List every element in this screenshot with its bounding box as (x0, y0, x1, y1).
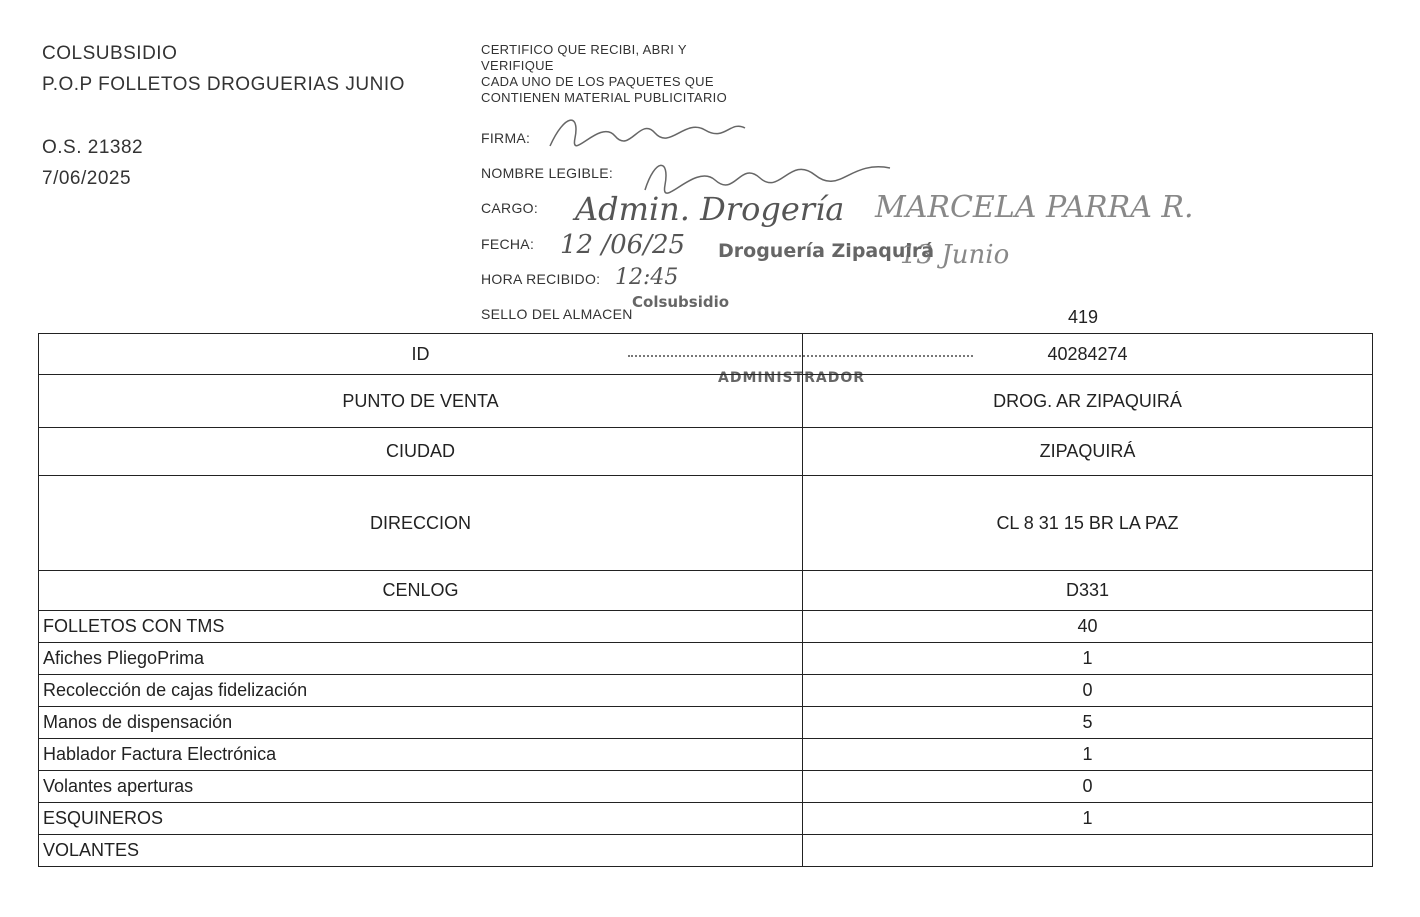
document-header (42, 38, 405, 194)
item-quantity: 1 (803, 643, 1373, 675)
handwritten-note-date: 13 Junio (900, 240, 1010, 270)
handwritten-fecha: 12 /06/25 (560, 230, 686, 260)
fecha-label: FECHA: (481, 236, 535, 252)
item-label: Afiches PliegoPrima (39, 643, 803, 675)
sequence-number: 419 (1068, 307, 1099, 327)
table-row (39, 375, 1373, 428)
item-quantity: 5 (803, 707, 1373, 739)
row-value-punto-venta: DROG. AR ZIPAQUIRÁ (803, 375, 1373, 428)
item-label: Manos de dispensación (39, 707, 803, 739)
signature-firma (545, 108, 755, 153)
item-label: Volantes aperturas (39, 771, 803, 803)
row-label-cenlog: CENLOG (39, 571, 803, 611)
row-label-ciudad: CIUDAD (39, 428, 803, 476)
item-label: VOLANTES (39, 835, 803, 867)
row-value-id: 40284274 (803, 334, 1373, 375)
row-label-punto-venta: PUNTO DE VENTA (39, 375, 803, 428)
row-value-ciudad: ZIPAQUIRÁ (803, 428, 1373, 476)
handwritten-hora: 12:45 (615, 265, 679, 290)
item-quantity: 0 (803, 675, 1373, 707)
stamp-dotted-line (628, 355, 973, 357)
item-label: Recolección de cajas fidelización (39, 675, 803, 707)
nombre-label: NOMBRE LEGIBLE: (481, 165, 614, 181)
cert-line: CERTIFICO QUE RECIBI, ABRI Y (481, 42, 687, 57)
order-number: O.S. 21382 (42, 137, 144, 158)
item-quantity: 1 (803, 803, 1373, 835)
cargo-label: CARGO: (481, 200, 539, 216)
table-row (39, 739, 1373, 771)
document-date: 7/06/2025 (42, 168, 132, 189)
cert-line: CONTIENEN MATERIAL PUBLICITARIO (481, 90, 727, 105)
cert-line: VERIFIQUE (481, 58, 554, 73)
item-label: ESQUINEROS (39, 803, 803, 835)
item-quantity: 1 (803, 739, 1373, 771)
item-quantity (803, 835, 1373, 867)
certification-text (481, 42, 727, 106)
table-row (39, 334, 1373, 375)
firma-label: FIRMA: (481, 130, 531, 146)
item-quantity: 40 (803, 611, 1373, 643)
table-row (39, 707, 1373, 739)
row-label-direccion: DIRECCION (39, 476, 803, 571)
item-label: FOLLETOS CON TMS (39, 611, 803, 643)
stamp-store: Droguería Zipaquirá (718, 240, 935, 262)
handwritten-cargo: Admin. Drogería (575, 190, 845, 228)
row-value-direccion: CL 8 31 15 BR LA PAZ (803, 476, 1373, 571)
company-name: COLSUBSIDIO (42, 43, 178, 64)
table-row (39, 476, 1373, 571)
table-row (39, 571, 1373, 611)
campaign-title: P.O.P FOLLETOS DROGUERIAS JUNIO (42, 74, 405, 95)
item-quantity: 0 (803, 771, 1373, 803)
stamp-company: Colsubsidio (632, 293, 730, 311)
table-row (39, 771, 1373, 803)
hora-label: HORA RECIBIDO: (481, 271, 601, 287)
table-row (39, 611, 1373, 643)
table-row (39, 835, 1373, 867)
table-row (39, 675, 1373, 707)
sello-label: SELLO DEL ALMACEN (481, 306, 633, 322)
handwritten-note: MARCELA PARRA R. (875, 190, 1194, 225)
store-info-table (38, 333, 1373, 867)
row-value-cenlog: D331 (803, 571, 1373, 611)
table-row (39, 803, 1373, 835)
row-label-id: ID (39, 334, 803, 375)
table-row (39, 643, 1373, 675)
table-row (39, 428, 1373, 476)
item-label: Hablador Factura Electrónica (39, 739, 803, 771)
stamp-role: ADMINISTRADOR (718, 370, 866, 386)
cert-line: CADA UNO DE LOS PAQUETES QUE (481, 74, 714, 89)
